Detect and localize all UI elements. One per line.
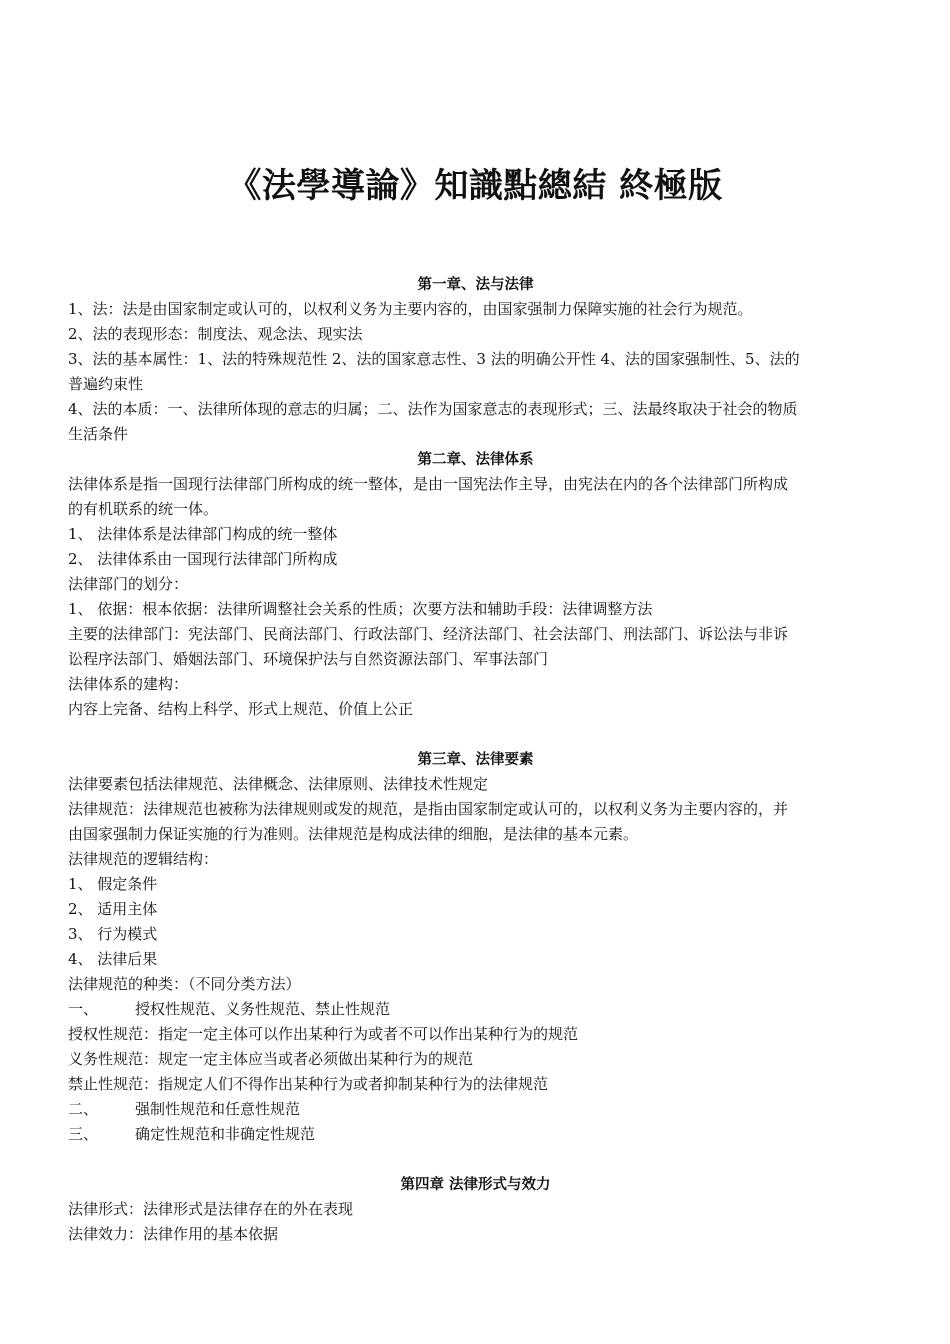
list-text: 强制性规范和任意性规范 [135,1100,301,1118]
blank-line [68,722,883,747]
list-item: 2、 适用主体 [68,900,158,918]
paragraph: 法律部门的划分： [68,575,189,593]
list-item [68,1097,883,1122]
chapter-2-heading: 第二章、法律体系 [417,451,534,468]
paragraph: 由国家强制力保证实施的行为准则。法律规范是构成法律的细胞，是法律的基本元素。 [68,825,639,843]
paragraph: 生活条件 [68,425,129,443]
list-text: 确定性规范和非确定性规范 [135,1125,316,1143]
list-number: 三、 [68,1125,99,1143]
list-number: 二、 [68,1100,99,1118]
blank-line [68,1147,883,1172]
paragraph: 1、 法律体系是法律部门构成的统一整体 [68,525,338,543]
paragraph: 3、法的基本属性：1、法的特殊规范性 2、法的国家意志性、3 法的明确公开性 4、法的国家强制性、5、法的 [68,350,800,368]
paragraph: 禁止性规范：指规定人们不得作出某种行为或者抑制某种行为的法律规范 [68,1075,549,1093]
document-body [68,272,883,1247]
paragraph: 法律体系是指一国现行法律部门所构成的统一整体，是由一国宪法作主导，由宪法在内的各个法律部门所构成 [68,475,789,493]
paragraph: 法律要素包括法律规范、法律概念、法律原则、法律技术性规定 [68,775,489,793]
paragraph: 主要的法律部门：宪法部门、民商法部门、行政法部门、经济法部门、社会法部门、刑法部门、诉讼法与非诉 [68,625,789,643]
paragraph: 法律效力：法律作用的基本依据 [68,1225,279,1243]
list-item [68,997,883,1022]
paragraph: 2、 法律体系由一国现行法律部门所构成 [68,550,338,568]
paragraph: 授权性规范：指定一定主体可以作出某种行为或者不可以作出某种行为的规范 [68,1025,579,1043]
paragraph: 内容上完备、结构上科学、形式上规范、价值上公正 [68,700,414,718]
paragraph: 法律规范：法律规范也被称为法律规则或发的规范，是指由国家制定或认可的，以权利义务为主要内容的，并 [68,800,789,818]
paragraph: 讼程序法部门、婚姻法部门、环境保护法与自然资源法部门、军事法部门 [68,650,549,668]
list-item: 4、 法律后果 [68,950,158,968]
paragraph: 法律规范的种类：（不同分类方法） [68,975,301,993]
chapter-1-heading: 第一章、法与法律 [417,276,534,293]
list-item: 3、 行为模式 [68,925,158,943]
chapter-3-heading: 第三章、法律要素 [417,751,534,768]
list-item [68,1122,883,1147]
paragraph: 普遍约束性 [68,375,144,393]
list-number: 一、 [68,1000,99,1018]
paragraph: 法律体系的建构： [68,675,189,693]
list-text: 授权性规范、义务性规范、禁止性规范 [135,1000,391,1018]
list-item: 1、 假定条件 [68,875,158,893]
chapter-4-heading: 第四章 法律形式与效力 [400,1176,551,1193]
paragraph: 2、法的表现形态：制度法、观念法、现实法 [68,325,363,343]
paragraph: 法律规范的逻辑结构： [68,850,219,868]
paragraph: 1、 依据：根本依据：法律所调整社会关系的性质；次要方法和辅助手段：法律调整方法 [68,600,653,618]
paragraph: 4、法的本质：一、法律所体现的意志的归属；二、法作为国家意志的表现形式；三、法最终取决于社会的物质 [68,400,798,418]
paragraph: 义务性规范：规定一定主体应当或者必须做出某种行为的规范 [68,1050,474,1068]
paragraph: 的有机联系的统一体。 [68,500,219,518]
document-title: 《法學導論》知識點總結 終極版 [227,166,723,206]
paragraph: 1、法：法是由国家制定或认可的，以权利义务为主要内容的，由国家强制力保障实施的社会行为规范。 [68,300,753,318]
paragraph: 法律形式：法律形式是法律存在的外在表现 [68,1200,354,1218]
